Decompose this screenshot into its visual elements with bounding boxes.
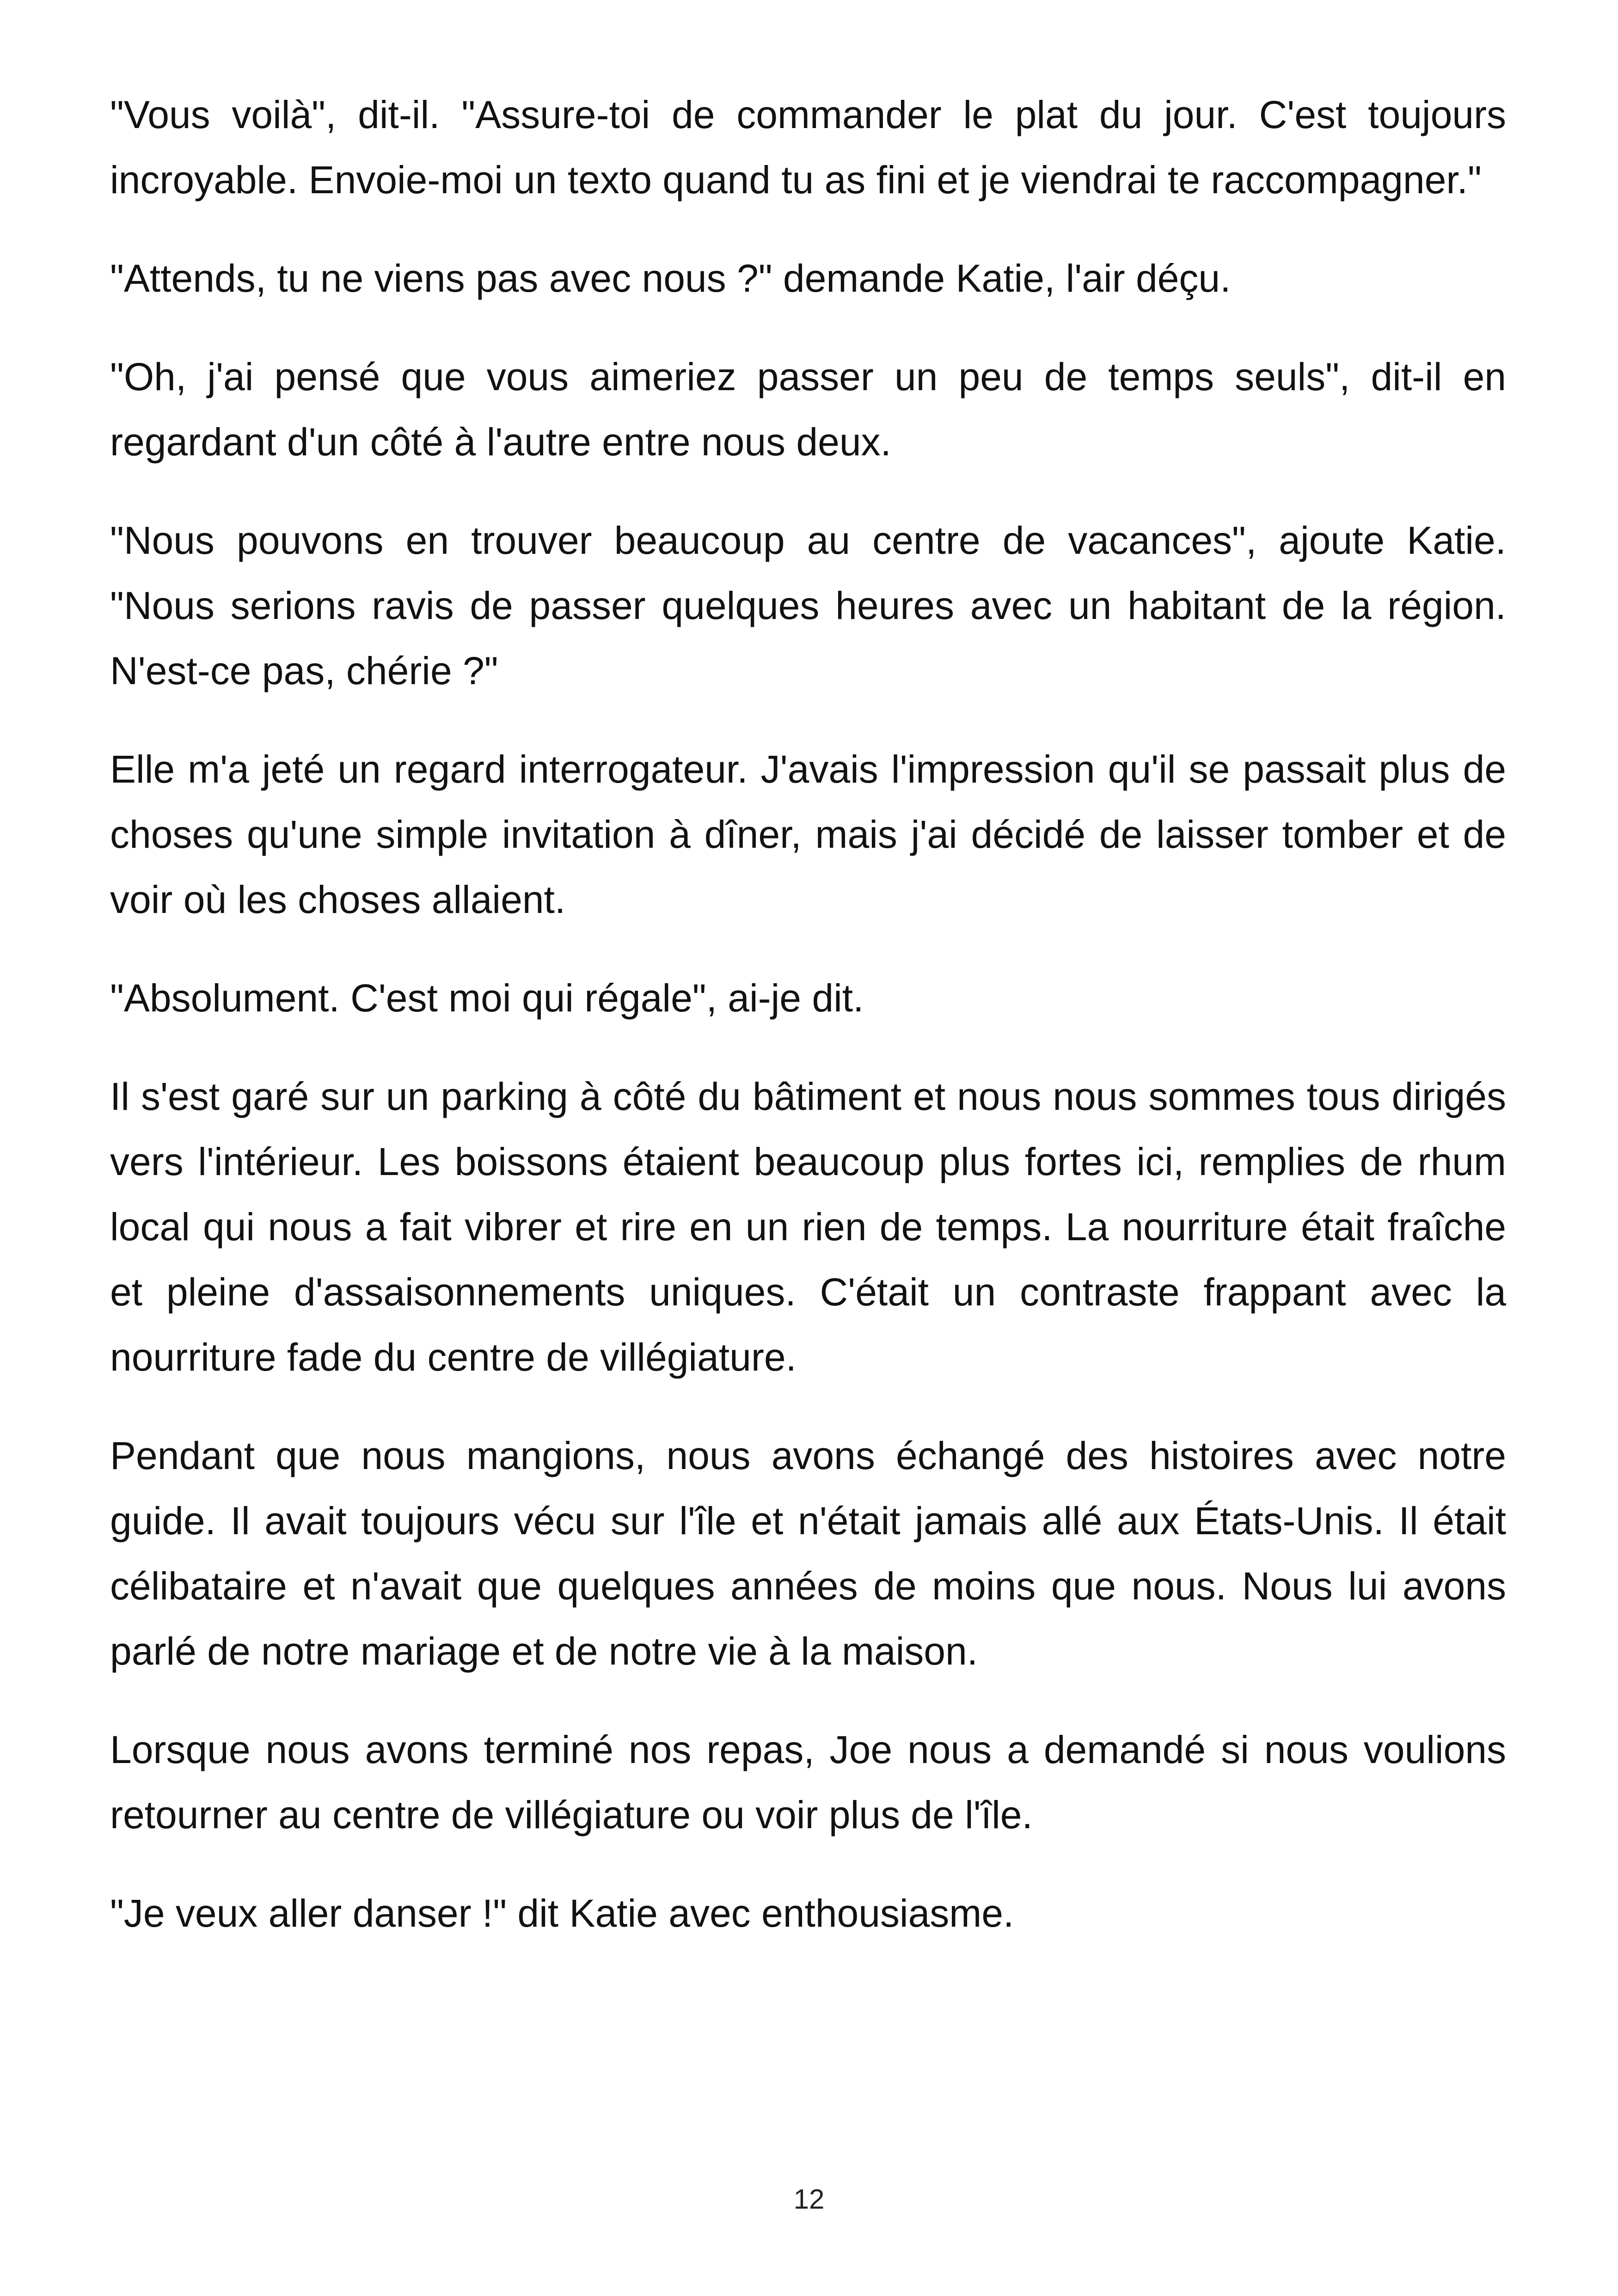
body-text <box>110 82 1506 1979</box>
page-number: 12 <box>793 2184 825 2215</box>
paragraph: "Oh, j'ai pensé que vous aimeriez passer un peu de temps seuls", dit-il en regardant d'un côté à l'autre entre nous deux. <box>110 355 1506 464</box>
paragraph: "Nous pouvons en trouver beaucoup au centre de vacances", ajoute Katie. "Nous serions ravis de passer quelques heures avec un habitant de la région. N'est-ce pas, chérie ?" <box>110 519 1506 692</box>
paragraph: "Vous voilà", dit-il. "Assure-toi de commander le plat du jour. C'est toujours incroyable. Envoie-moi un texto quand tu as fini et je viendrai te raccompagner." <box>110 93 1506 202</box>
paragraph: Il s'est garé sur un parking à côté du bâtiment et nous nous sommes tous dirigés vers l'intérieur. Les boissons étaient beaucoup plus fortes ici, remplies de rhum local qui nous a fait vibrer et rire en un rien de temps. La nourriture était fraîche et pleine d'assaisonnements uniques. C'était un contraste frappant avec la nourriture fade du centre de villégiature. <box>110 1075 1506 1379</box>
paragraph: "Attends, tu ne viens pas avec nous ?" demande Katie, l'air déçu. <box>110 257 1231 300</box>
paragraph: Lorsque nous avons terminé nos repas, Joe nous a demandé si nous voulions retourner au centre de villégiature ou voir plus de l'île. <box>110 1728 1506 1837</box>
paragraph: "Je veux aller danser !" dit Katie avec enthousiasme. <box>110 1892 1014 1935</box>
paragraph: Pendant que nous mangions, nous avons échangé des histoires avec notre guide. Il avait toujours vécu sur l'île et n'était jamais allé aux États-Unis. Il était célibataire et n'avait que quelques années de moins que nous. Nous lui avons parlé de notre mariage et de notre vie à la maison. <box>110 1434 1506 1673</box>
paragraph: Elle m'a jeté un regard interrogateur. J'avais l'impression qu'il se passait plus de choses qu'une simple invitation à dîner, mais j'ai décidé de laisser tomber et de voir où les choses allaient. <box>110 747 1506 921</box>
paragraph: "Absolument. C'est moi qui régale", ai-je dit. <box>110 976 864 1020</box>
